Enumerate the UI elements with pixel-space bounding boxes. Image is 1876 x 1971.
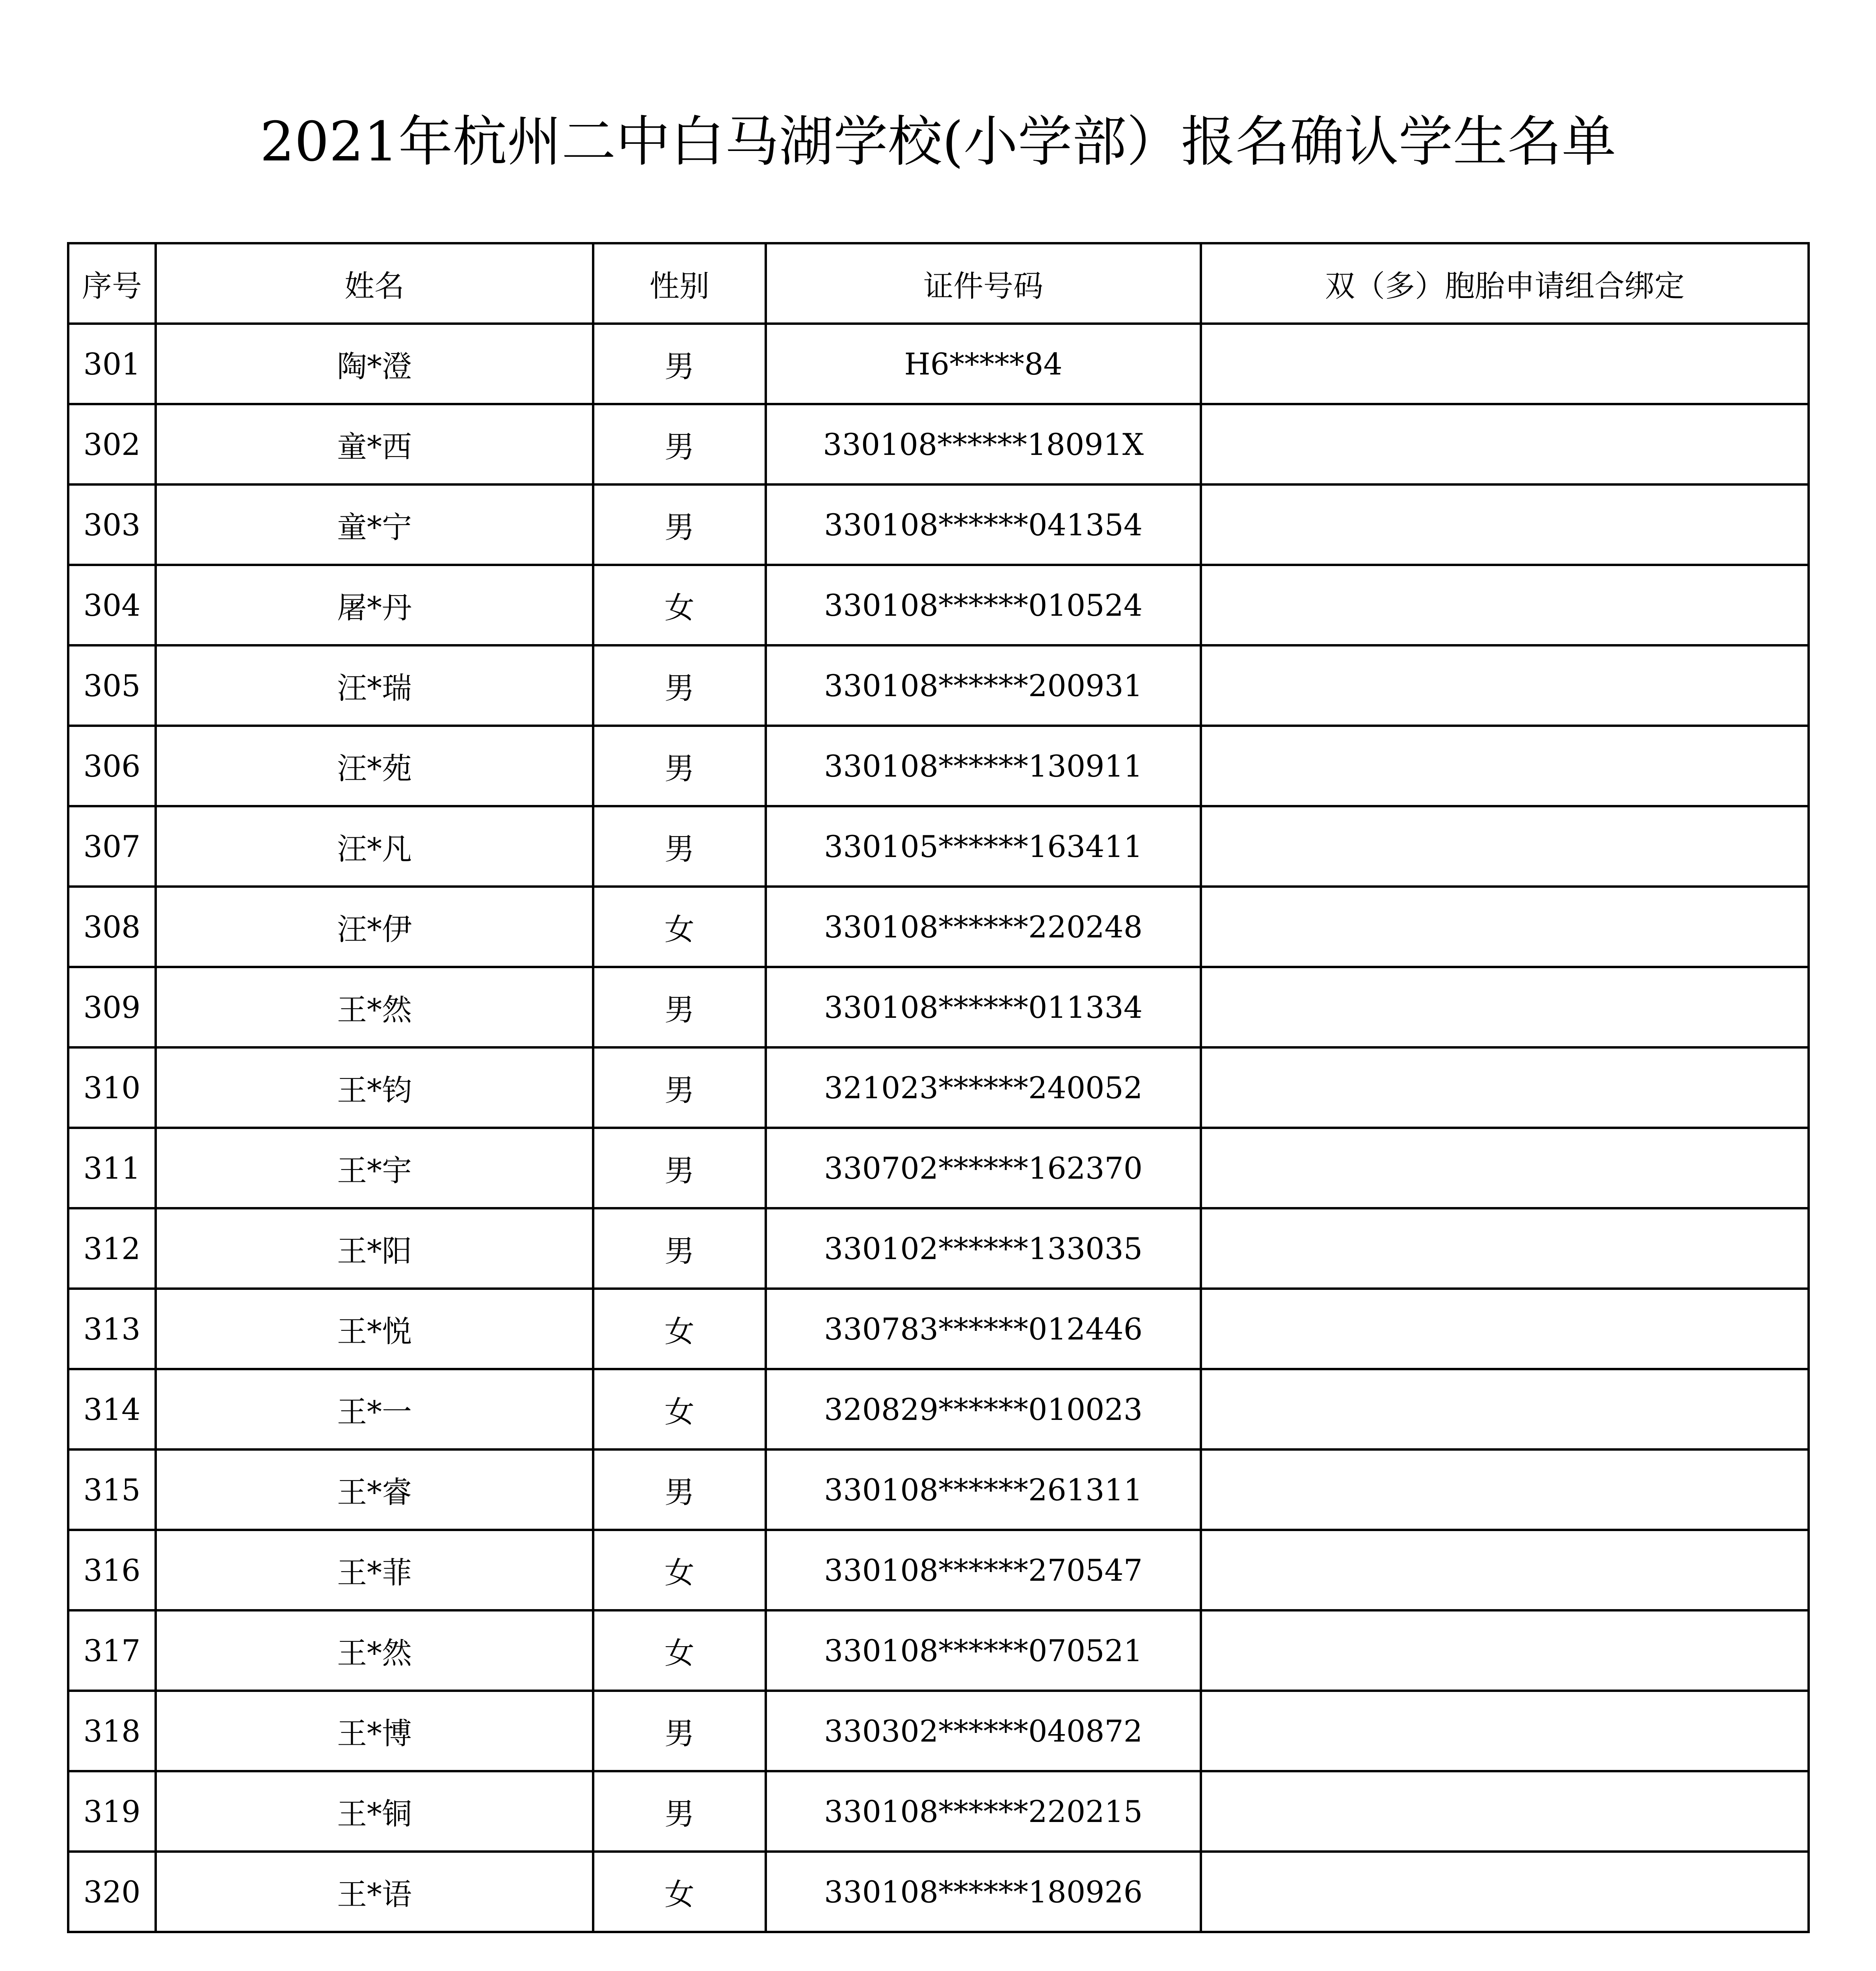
cell-twin-binding bbox=[1201, 806, 1809, 887]
cell-seq: 310 bbox=[68, 1047, 156, 1128]
cell-id: 330108******261311 bbox=[766, 1449, 1201, 1530]
cell-name: 王*宇 bbox=[156, 1128, 593, 1208]
cell-twin-binding bbox=[1201, 1691, 1809, 1771]
cell-twin-binding bbox=[1201, 484, 1809, 565]
cell-twin-binding bbox=[1201, 1530, 1809, 1610]
cell-name: 屠*丹 bbox=[156, 565, 593, 645]
table-row bbox=[68, 1289, 1809, 1369]
cell-gender: 男 bbox=[593, 645, 766, 726]
cell-seq: 309 bbox=[68, 967, 156, 1047]
cell-name: 王*博 bbox=[156, 1691, 593, 1771]
cell-twin-binding bbox=[1201, 726, 1809, 806]
cell-twin-binding bbox=[1201, 1047, 1809, 1128]
cell-gender: 男 bbox=[593, 967, 766, 1047]
cell-id: 320829******010023 bbox=[766, 1369, 1201, 1449]
cell-id: 330105******163411 bbox=[766, 806, 1201, 887]
table-header-row bbox=[68, 243, 1809, 324]
cell-gender: 男 bbox=[593, 806, 766, 887]
cell-seq: 304 bbox=[68, 565, 156, 645]
cell-name: 王*然 bbox=[156, 1610, 593, 1691]
cell-twin-binding bbox=[1201, 967, 1809, 1047]
table-row bbox=[68, 404, 1809, 484]
cell-twin-binding bbox=[1201, 565, 1809, 645]
cell-gender: 男 bbox=[593, 1128, 766, 1208]
cell-seq: 316 bbox=[68, 1530, 156, 1610]
table-row bbox=[68, 645, 1809, 726]
cell-id: 330108******220215 bbox=[766, 1771, 1201, 1852]
cell-seq: 319 bbox=[68, 1771, 156, 1852]
cell-gender: 女 bbox=[593, 1610, 766, 1691]
table-row bbox=[68, 887, 1809, 967]
table-row bbox=[68, 1530, 1809, 1610]
table-row bbox=[68, 1691, 1809, 1771]
table-row bbox=[68, 565, 1809, 645]
cell-id: 330108******130911 bbox=[766, 726, 1201, 806]
cell-name: 童*宁 bbox=[156, 484, 593, 565]
cell-name: 汪*苑 bbox=[156, 726, 593, 806]
cell-seq: 315 bbox=[68, 1449, 156, 1530]
cell-id: 330108******041354 bbox=[766, 484, 1201, 565]
cell-seq: 308 bbox=[68, 887, 156, 967]
cell-seq: 320 bbox=[68, 1852, 156, 1932]
header-id: 证件号码 bbox=[766, 243, 1201, 324]
table-row bbox=[68, 1610, 1809, 1691]
cell-name: 王*菲 bbox=[156, 1530, 593, 1610]
cell-seq: 303 bbox=[68, 484, 156, 565]
table-row bbox=[68, 967, 1809, 1047]
cell-gender: 女 bbox=[593, 1369, 766, 1449]
cell-gender: 女 bbox=[593, 887, 766, 967]
cell-name: 童*西 bbox=[156, 404, 593, 484]
cell-twin-binding bbox=[1201, 645, 1809, 726]
table-row bbox=[68, 1369, 1809, 1449]
table-row bbox=[68, 726, 1809, 806]
cell-twin-binding bbox=[1201, 887, 1809, 967]
cell-seq: 313 bbox=[68, 1289, 156, 1369]
cell-id: 330102******133035 bbox=[766, 1208, 1201, 1289]
cell-name: 王*铜 bbox=[156, 1771, 593, 1852]
cell-gender: 女 bbox=[593, 1289, 766, 1369]
cell-id: H6*****84 bbox=[766, 324, 1201, 404]
cell-name: 王*钧 bbox=[156, 1047, 593, 1128]
cell-id: 330108******270547 bbox=[766, 1530, 1201, 1610]
cell-twin-binding bbox=[1201, 1610, 1809, 1691]
table-row bbox=[68, 324, 1809, 404]
cell-gender: 男 bbox=[593, 1449, 766, 1530]
cell-twin-binding bbox=[1201, 1369, 1809, 1449]
cell-name: 汪*伊 bbox=[156, 887, 593, 967]
cell-name: 汪*凡 bbox=[156, 806, 593, 887]
header-gender: 性别 bbox=[593, 243, 766, 324]
table-row bbox=[68, 1771, 1809, 1852]
cell-id: 330702******162370 bbox=[766, 1128, 1201, 1208]
cell-gender: 男 bbox=[593, 484, 766, 565]
cell-gender: 女 bbox=[593, 1852, 766, 1932]
cell-seq: 307 bbox=[68, 806, 156, 887]
cell-name: 王*悦 bbox=[156, 1289, 593, 1369]
cell-seq: 314 bbox=[68, 1369, 156, 1449]
cell-id: 330108******010524 bbox=[766, 565, 1201, 645]
cell-twin-binding bbox=[1201, 1128, 1809, 1208]
cell-gender: 男 bbox=[593, 324, 766, 404]
table-row bbox=[68, 1128, 1809, 1208]
table-row bbox=[68, 484, 1809, 565]
cell-name: 王*语 bbox=[156, 1852, 593, 1932]
cell-gender: 男 bbox=[593, 404, 766, 484]
cell-name: 王*然 bbox=[156, 967, 593, 1047]
cell-name: 汪*瑞 bbox=[156, 645, 593, 726]
cell-id: 321023******240052 bbox=[766, 1047, 1201, 1128]
header-twin-binding: 双（多）胞胎申请组合绑定 bbox=[1201, 243, 1809, 324]
cell-name: 王*阳 bbox=[156, 1208, 593, 1289]
header-seq: 序号 bbox=[68, 243, 156, 324]
cell-twin-binding bbox=[1201, 1449, 1809, 1530]
cell-seq: 301 bbox=[68, 324, 156, 404]
table-row bbox=[68, 1208, 1809, 1289]
cell-twin-binding bbox=[1201, 404, 1809, 484]
cell-twin-binding bbox=[1201, 1852, 1809, 1932]
cell-id: 330783******012446 bbox=[766, 1289, 1201, 1369]
cell-name: 王*一 bbox=[156, 1369, 593, 1449]
header-name: 姓名 bbox=[156, 243, 593, 324]
cell-id: 330302******040872 bbox=[766, 1691, 1201, 1771]
cell-seq: 305 bbox=[68, 645, 156, 726]
cell-name: 陶*澄 bbox=[156, 324, 593, 404]
cell-seq: 311 bbox=[68, 1128, 156, 1208]
table-row bbox=[68, 1047, 1809, 1128]
cell-gender: 男 bbox=[593, 1047, 766, 1128]
cell-twin-binding bbox=[1201, 1771, 1809, 1852]
cell-seq: 312 bbox=[68, 1208, 156, 1289]
cell-gender: 男 bbox=[593, 1691, 766, 1771]
cell-gender: 女 bbox=[593, 565, 766, 645]
cell-id: 330108******070521 bbox=[766, 1610, 1201, 1691]
table-row bbox=[68, 806, 1809, 887]
cell-id: 330108******220248 bbox=[766, 887, 1201, 967]
cell-twin-binding bbox=[1201, 1289, 1809, 1369]
cell-seq: 302 bbox=[68, 404, 156, 484]
cell-id: 330108******18091X bbox=[766, 404, 1201, 484]
cell-gender: 男 bbox=[593, 1771, 766, 1852]
cell-id: 330108******180926 bbox=[766, 1852, 1201, 1932]
cell-name: 王*睿 bbox=[156, 1449, 593, 1530]
table-row bbox=[68, 1852, 1809, 1932]
cell-gender: 男 bbox=[593, 726, 766, 806]
cell-gender: 男 bbox=[593, 1208, 766, 1289]
cell-seq: 306 bbox=[68, 726, 156, 806]
table-row bbox=[68, 1449, 1809, 1530]
cell-twin-binding bbox=[1201, 324, 1809, 404]
student-roster-table bbox=[67, 242, 1810, 1933]
cell-id: 330108******200931 bbox=[766, 645, 1201, 726]
cell-seq: 318 bbox=[68, 1691, 156, 1771]
page-title: 2021年杭州二中白马湖学校(小学部）报名确认学生名单 bbox=[260, 110, 1616, 173]
cell-id: 330108******011334 bbox=[766, 967, 1201, 1047]
cell-twin-binding bbox=[1201, 1208, 1809, 1289]
cell-gender: 女 bbox=[593, 1530, 766, 1610]
cell-seq: 317 bbox=[68, 1610, 156, 1691]
